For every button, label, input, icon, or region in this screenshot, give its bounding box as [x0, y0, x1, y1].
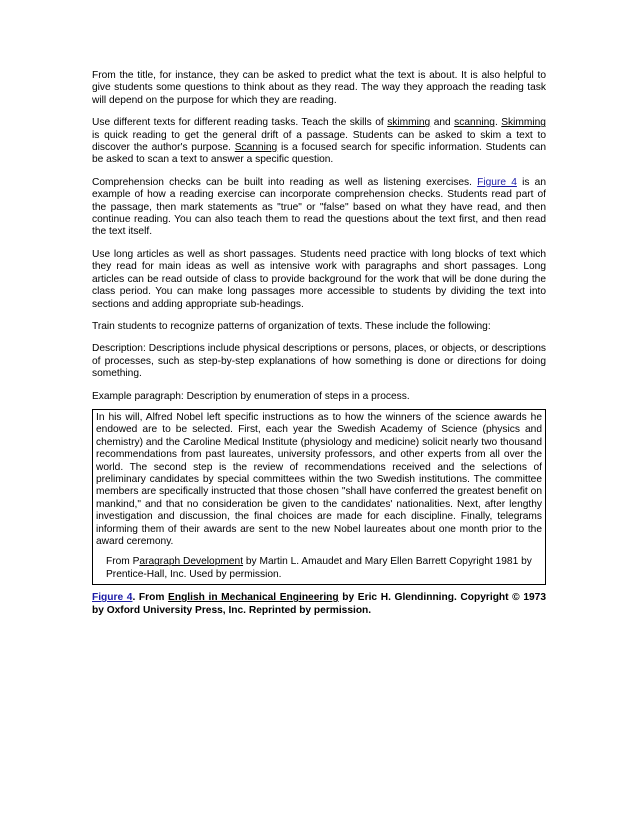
- scanning-term-2: Scanning: [234, 142, 278, 154]
- text-segment: by Eric H. Glendinning. Copyright © 1973 by Oxford University Press, Inc. Reprinted by permission.: [92, 592, 546, 616]
- text-segment: .: [494, 117, 502, 129]
- text-segment: . From: [132, 592, 169, 604]
- paragraph-development-title: aragraph Development: [139, 556, 244, 568]
- figure-4-link[interactable]: Figure 4: [477, 176, 517, 188]
- example-box: [92, 409, 546, 585]
- scanning-term: scanning: [454, 117, 495, 129]
- paragraph-long-articles: Use long articles as well as short passages. Students need practice with long blocks of text which they read for main ideas as well as intensive work with paragraphs and short passages. Long articles can be read outside of class to provide background for the work that will be done during the class period. You can make long passages more accessible to students by dividing the text into sections and adding appropriate sub-headings.: [92, 248, 546, 310]
- nobel-paragraph: In his will, Alfred Nobel left specific instructions as to how the winners of the science awards he endowed are to be selected. First, each year the Swedish Academy of Science (physics and chemistry) and the Caroline Medical Institute (physiology and medicine) solicit nearly two thousand recommendations from past laureates, university professors, and other experts from all over the world. The second step is the review of recommendations received and the selections of preliminary candidates by special committees within the two Swedish institutions. The committee members are specifically instructed that those chosen "shall have conferred the greatest benefit on mankind," and that no consideration be given to the candidates' nationalities. Next, after lengthy investigation and discussion, the final choices are made for each discipline. Finally, telegrams informing them of their awards are sent to the new Nobel laureates about one month prior to the award ceremony.: [96, 411, 542, 547]
- paragraph-skimming-scanning: [92, 117, 546, 167]
- paragraph-comprehension: [92, 177, 546, 239]
- book-title: English in Mechanical Engineering: [168, 592, 339, 604]
- figure-4-caption-link[interactable]: Figure 4: [92, 592, 133, 604]
- paragraph-predict: From the title, for instance, they can be asked to predict what the text is about. It is also helpful to give students some questions to think about as they read. The way they approach the reading task will depend on the purpose for which they are reading.: [92, 70, 546, 106]
- source-citation: [106, 556, 542, 581]
- text-segment: and: [430, 117, 455, 129]
- paragraph-patterns: Train students to recognize patterns of organization of texts. These include the following:: [92, 320, 491, 332]
- document-page: [92, 70, 546, 617]
- paragraph-example: Example paragraph: Description by enumeration of steps in a process.: [92, 390, 410, 402]
- figure-caption: [92, 592, 546, 617]
- text-segment: From P: [106, 556, 140, 568]
- text-segment: Use different texts for different reading tasks. Teach the skills of: [92, 117, 388, 129]
- text-segment: by Martin L. Amaudet and Mary Ellen Barrett Copyright 1981 by Prentice-Hall, Inc. Used by permission.: [106, 556, 532, 580]
- text-segment: is a focused search for specific information. Students can be asked to scan a text to answer a specific question.: [92, 142, 546, 166]
- skimming-term: skimming: [387, 117, 431, 129]
- text-segment: Comprehension checks can be built into reading as well as listening exercises.: [92, 176, 478, 188]
- text-segment: is an example of how a reading exercise can incorporate comprehension checks. Students read part of the passage, then mark statements as "true" or "false" based on what they have read, and then continue reading. You can also teach them to read the questions about the text first, and then read the text itself.: [92, 176, 546, 238]
- skimming-term-2: Skimming: [501, 117, 546, 129]
- paragraph-description: Description: Descriptions include physical descriptions or persons, places, or objects, or descriptions of processes, such as step-by-step explanations of how something is done or directions for doing something.: [92, 343, 546, 380]
- text-segment: is quick reading to get the general drift of a passage. Students can be asked to skim a text to discover the author's purpose.: [92, 129, 546, 154]
